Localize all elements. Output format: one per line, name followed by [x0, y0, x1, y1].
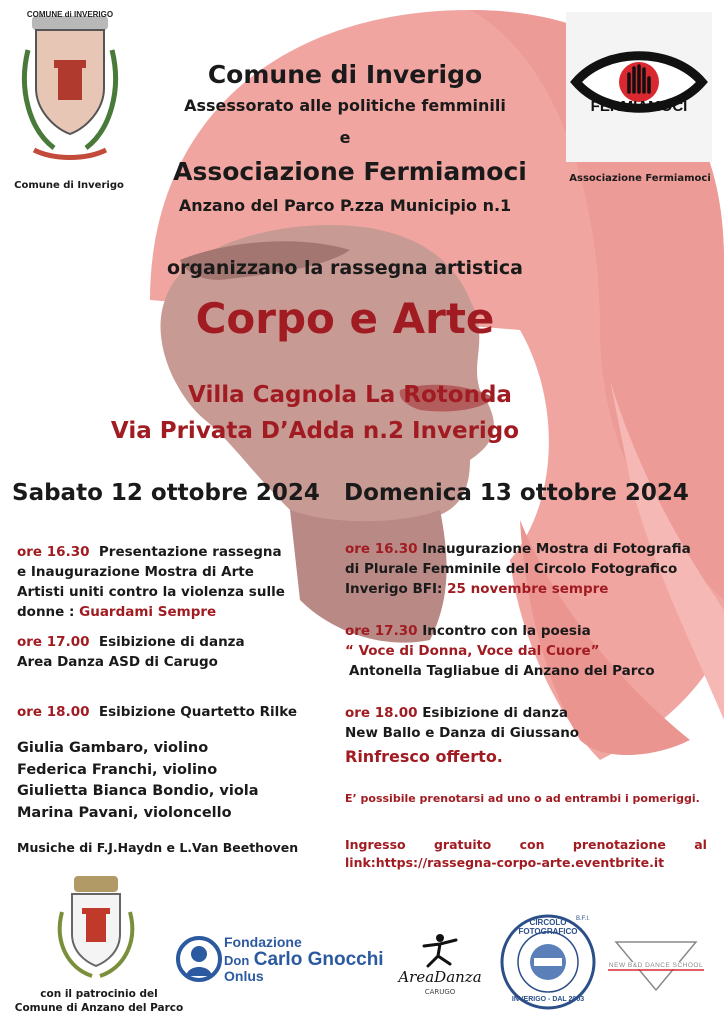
poetry-title: “ Voce di Donna, Voce dal Cuore” [345, 643, 600, 659]
musician: Marina Pavani, violoncello [17, 804, 232, 821]
areadanza-name: AreaDanza [398, 968, 482, 986]
patronage-text [6, 987, 192, 1015]
event-line [17, 542, 337, 562]
fermiamoci-logo [566, 12, 712, 162]
patronage-line: con il patrocinio del [40, 988, 158, 1000]
music-composers: Musiche di F.J.Haydn e L.Van Beethoven [17, 840, 299, 855]
musician: Giulia Gambaro, violino [17, 740, 209, 756]
venue-address: Via Privata D’Adda n.2 Inverigo [110, 418, 520, 444]
event-text: New Ballo e Danza di Giussano [345, 725, 580, 741]
left-logo-caption: Comune di Inverigo [14, 180, 124, 191]
event-line [345, 579, 715, 599]
sunday-event-2 [345, 621, 715, 681]
circolo-bottom-text: INVERIGO - DAL 2003 [511, 996, 585, 1003]
areadanza-logo [390, 928, 490, 1000]
entry-line-1 [345, 837, 707, 852]
entry-word: con [519, 837, 545, 852]
sunday-event-1 [345, 539, 715, 599]
event-line [17, 602, 337, 622]
event-time: ore 18.00 [345, 705, 418, 721]
event-line [17, 702, 337, 722]
event-line [17, 632, 337, 652]
event-line [345, 621, 715, 641]
musicians-list [17, 738, 337, 824]
event-title: Corpo e Arte [195, 294, 495, 343]
event-text: Area Danza ASD di Carugo [17, 654, 218, 670]
newballo-logo [604, 940, 708, 992]
newballo-text: NEW B&D DANCE SCHOOL [604, 962, 708, 969]
saturday-event-3 [17, 702, 337, 722]
musician: Federica Franchi, violino [17, 761, 218, 778]
crest-icon [48, 872, 144, 984]
event-highlight: Guardami Sempre [79, 604, 217, 620]
right-logo-caption: Associazione Fermiamoci [569, 173, 711, 184]
circolo-bfi: B.F.I. [576, 916, 590, 922]
refreshment-note: Rinfresco offerto. [345, 747, 503, 766]
org2-title: Associazione Fermiamoci [173, 157, 527, 186]
booking-note: E’ possibile prenotarsi ad uno o ad entrambi i pomeriggi. [345, 792, 700, 805]
event-text: Inverigo BFI: [345, 581, 448, 597]
gnocchi-line1: Fondazione [224, 934, 302, 950]
crest-banner-text: COMUNE di INVERIGO [26, 10, 114, 19]
comune-inverigo-logo [14, 10, 126, 172]
event-line [345, 703, 715, 723]
org2-address: Anzano del Parco P.zza Municipio n.1 [178, 196, 512, 215]
event-text: Esibizione di danza [422, 705, 568, 721]
gnocchi-don: Don [224, 953, 250, 968]
entry-word: al [694, 837, 707, 852]
event-time: ore 17.00 [17, 634, 90, 650]
event-highlight: 25 novembre sempre [447, 581, 609, 597]
event-text: Inaugurazione Mostra di Fotografia [422, 541, 691, 557]
sunday-heading: Domenica 13 ottobre 2024 [344, 480, 689, 506]
intro-text: organizzano la rassegna artistica [167, 257, 523, 279]
dancer-icon [420, 932, 460, 968]
anzano-crest-logo [48, 872, 144, 984]
conjunction: e [339, 128, 351, 147]
saturday-event-1 [17, 542, 337, 622]
fermiamoci-logo-word: FERMIAMOCI [590, 98, 688, 115]
event-text: Esibizione Quartetto Rilke [98, 704, 298, 720]
saturday-event-2 [17, 632, 337, 672]
event-text: Antonella Tagliabue di Anzano del Parco [349, 663, 655, 679]
sunday-event-3 [345, 703, 715, 743]
gnocchi-portrait-icon [176, 936, 222, 982]
event-time: ore 16.30 [17, 544, 90, 560]
crest-icon [14, 10, 126, 172]
event-text: Esibizione di danza [98, 634, 245, 650]
event-text: Incontro con la poesia [422, 623, 591, 639]
org1-subtitle: Assessorato alle politiche femminili [184, 96, 506, 115]
patronage-line: Comune di Anzano del Parco [14, 1002, 184, 1014]
circolo-fotografico-logo [498, 912, 598, 1012]
event-text: Presentazione rassegna [98, 544, 282, 560]
musician: Giulietta Bianca Bondio, viola [17, 783, 259, 799]
event-time: ore 17.30 [345, 623, 418, 639]
gnocchi-logo [176, 934, 382, 986]
event-line [345, 539, 715, 559]
entry-word: Ingresso [345, 837, 406, 852]
areadanza-sub: CARUGO [424, 988, 456, 996]
event-text: di Plurale Femminile del Circolo Fotografico [345, 561, 678, 577]
saturday-heading: Sabato 12 ottobre 2024 [12, 480, 320, 506]
event-text: Artisti uniti contro la violenza sulle [17, 584, 285, 600]
event-text: donne : [17, 604, 80, 620]
entry-word: prenotazione [572, 837, 666, 852]
gnocchi-line3: Onlus [224, 968, 264, 984]
event-text: e Inaugurazione Mostra di Arte [17, 564, 254, 580]
gnocchi-name: Carlo Gnocchi [253, 949, 384, 970]
booking-link[interactable]: link:https://rassegna-corpo-arte.eventbrite.it [345, 855, 665, 870]
event-time: ore 16.30 [345, 541, 418, 557]
circolo-top-text: CIRCOLO FOTOGRAFICO [518, 918, 578, 936]
entry-word: gratuito [433, 837, 492, 852]
org1-title: Comune di Inverigo [207, 60, 483, 89]
event-time: ore 18.00 [17, 704, 90, 720]
venue-name: Villa Cagnola La Rotonda [188, 382, 512, 408]
